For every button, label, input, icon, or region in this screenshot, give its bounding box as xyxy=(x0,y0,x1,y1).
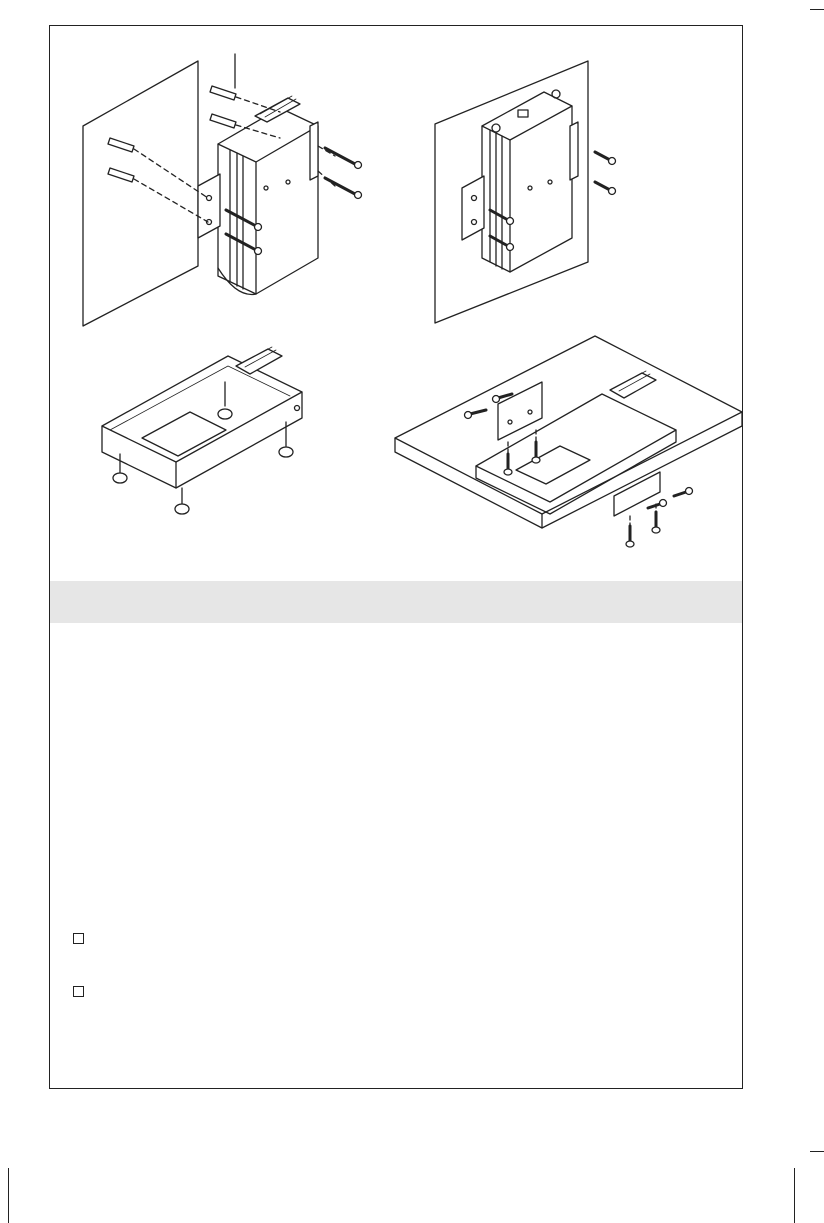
crop-mark-top-right xyxy=(810,9,824,10)
shelf-mount-brackets-illustration xyxy=(395,336,742,547)
rubber-feet-underside-illustration xyxy=(102,347,302,514)
wall-mount-with-anchors-illustration xyxy=(83,54,362,326)
crop-mark-bottom-left xyxy=(8,1168,9,1223)
page-frame xyxy=(49,25,743,1089)
crop-mark-right xyxy=(810,1151,824,1152)
empty-checkbox-icon[interactable] xyxy=(73,933,84,944)
crop-mark-bottom-right xyxy=(794,1168,795,1223)
empty-checkbox-icon[interactable] xyxy=(73,986,84,997)
section-header-band xyxy=(50,581,742,623)
installation-illustrations xyxy=(50,26,742,580)
mounting-diagram xyxy=(50,26,742,580)
wall-mounted-device-illustration xyxy=(435,61,616,323)
